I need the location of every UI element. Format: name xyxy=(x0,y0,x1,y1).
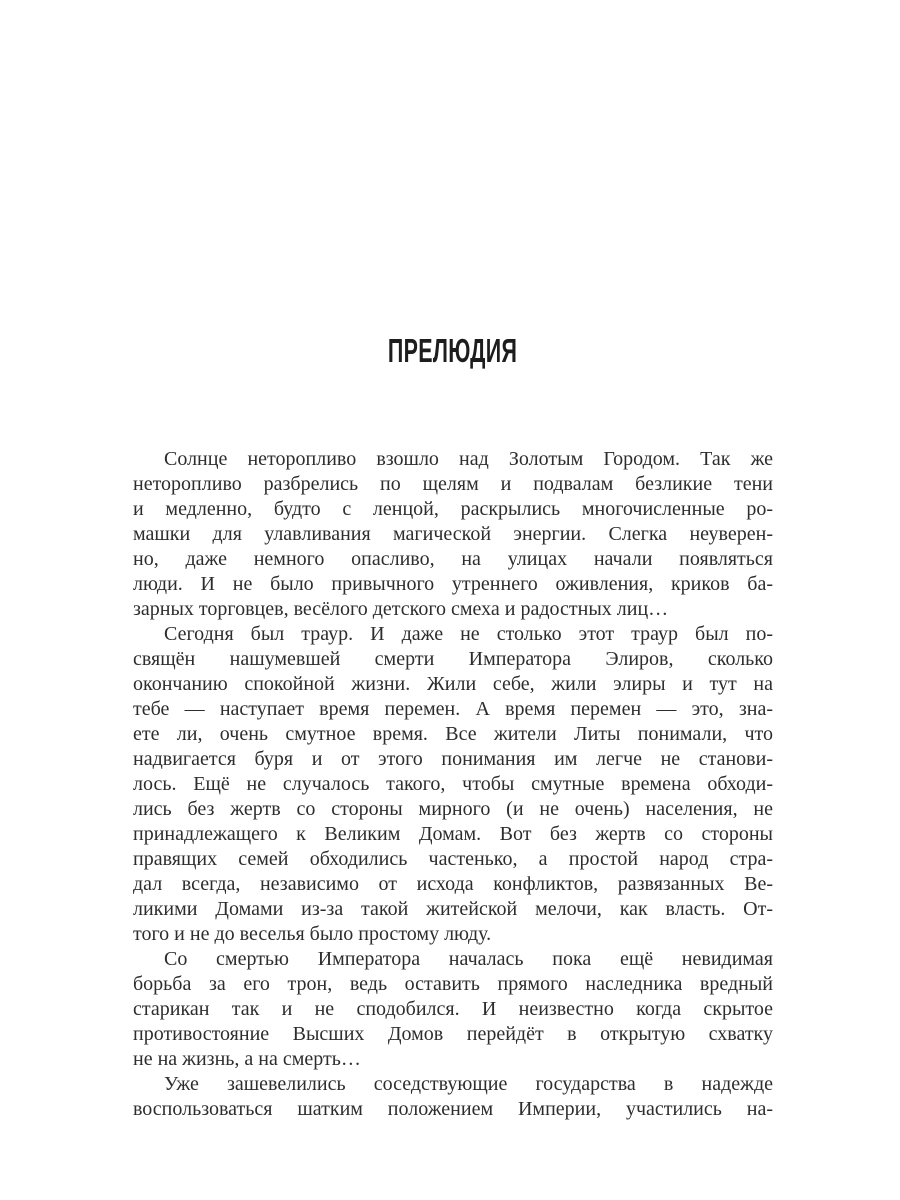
text-line: принадлежащего к Великим Домам. Вот без жертв со стороны xyxy=(133,823,773,845)
text-line: правящих семей обходились частенько, а простой народ стра- xyxy=(133,848,773,870)
text-line: люди. И не было привычного утреннего оживления, криков ба- xyxy=(133,573,773,595)
text-line: не на жизнь, а на смерть… xyxy=(133,1048,361,1070)
text-line: лись без жертв со стороны мирного (и не очень) населения, не xyxy=(133,798,773,820)
text-line: ликими Домами из-за такой житейской мелочи, как власть. От- xyxy=(133,898,773,920)
text-line: дал всегда, независимо от исхода конфликтов, развязанных Ве- xyxy=(133,873,773,895)
text-line: Уже зашевелились соседствующие государства в надежде xyxy=(164,1073,773,1095)
text-line: воспользоваться шатким положением Империи, участились на- xyxy=(133,1098,773,1120)
text-line: лось. Ещё не случалось такого, чтобы смутные времена обходи- xyxy=(133,773,773,795)
text-line: неторопливо разбрелись по щелям и подвалам безликие тени xyxy=(133,473,773,495)
text-line: но, даже немного опасливо, на улицах начали появляться xyxy=(133,548,773,570)
text-line: окончанию спокойной жизни. Жили себе, жили элиры и тут на xyxy=(133,673,773,695)
text-line: машки для улавливания магической энергии. Слегка неуверен- xyxy=(133,523,773,545)
text-line: тебе — наступает время перемен. А время перемен — это, зна- xyxy=(133,698,773,720)
text-line: зарных торговцев, весёлого детского смеха и радостных лиц… xyxy=(133,598,669,620)
text-line: ете ли, очень смутное время. Все жители Литы понимали, что xyxy=(133,723,773,745)
text-line: и медленно, будто с ленцой, раскрылись многочисленные ро- xyxy=(133,498,773,520)
chapter-title xyxy=(133,334,773,374)
text-line: свящён нашумевшей смерти Императора Элиров, сколько xyxy=(133,648,773,670)
text-line: надвигается буря и от этого понимания им легче не станови- xyxy=(133,748,773,770)
text-line: борьба за его трон, ведь оставить прямого наследника вредный xyxy=(133,973,773,995)
text-line: противостояние Высших Домов перейдёт в открытую схватку xyxy=(133,1023,773,1045)
chapter-title-text: ПРЕЛЮДИЯ xyxy=(388,332,518,369)
body-text xyxy=(133,447,773,1122)
text-line: Солнце неторопливо взошло над Золотым Городом. Так же xyxy=(164,448,773,470)
text-line: Сегодня был траур. И даже не столько этот траур был по- xyxy=(164,623,773,645)
text-line: того и не до веселья было простому люду. xyxy=(133,923,492,945)
text-line: старикан так и не сподобился. И неизвестно когда скрытое xyxy=(133,998,773,1020)
text-line: Со смертью Императора началась пока ещё невидимая xyxy=(164,948,773,970)
